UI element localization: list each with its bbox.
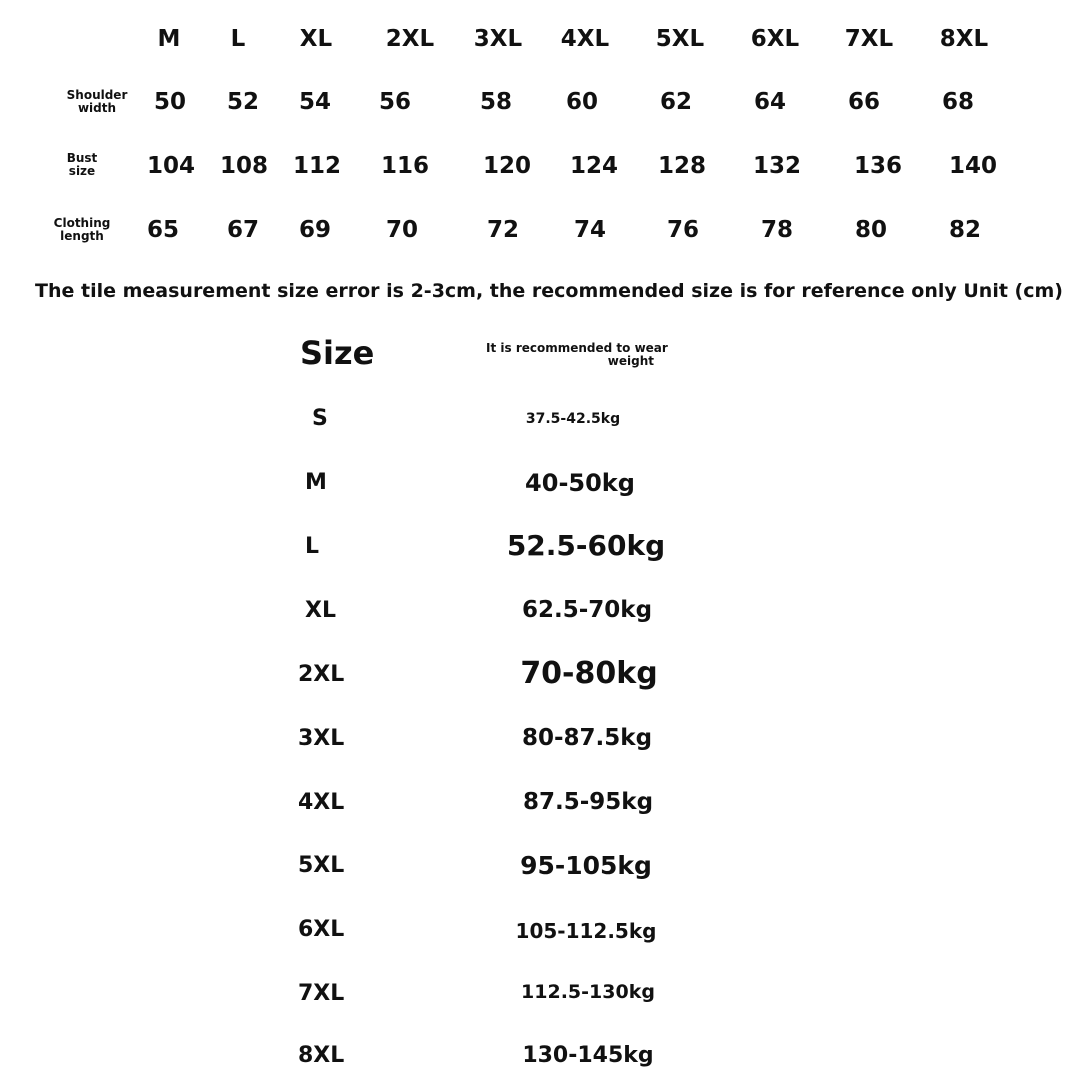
weight-value-xl: 62.5-70kg bbox=[521, 597, 653, 623]
size-label-m: M bbox=[305, 470, 327, 495]
bust-value: 132 bbox=[752, 153, 802, 179]
row-label-line: width bbox=[77, 101, 117, 115]
shoulder-value: 62 bbox=[659, 89, 693, 115]
weight-value-5xl: 95-105kg bbox=[520, 851, 652, 880]
shoulder-value: 56 bbox=[378, 89, 412, 115]
length-value: 72 bbox=[486, 217, 520, 243]
size-header-xl: XL bbox=[299, 26, 333, 52]
size-header-4xl: 4XL bbox=[560, 26, 610, 52]
row-label-line: length bbox=[60, 229, 104, 243]
row-label-line: Shoulder bbox=[66, 88, 128, 102]
row-label-shoulder-width bbox=[67, 89, 128, 115]
size-header-7xl: 7XL bbox=[844, 26, 894, 52]
size-label-xl: XL bbox=[305, 598, 336, 623]
length-value: 80 bbox=[854, 217, 888, 243]
length-value: 70 bbox=[385, 217, 419, 243]
size-header-8xl: 8XL bbox=[939, 26, 989, 52]
row-label-clothing-length bbox=[54, 217, 111, 243]
bust-value: 116 bbox=[380, 153, 430, 179]
measurement-note: The tile measurement size error is 2-3cm, the recommended size is for reference only Unit (cm) bbox=[35, 280, 1063, 302]
shoulder-value: 54 bbox=[298, 89, 332, 115]
size-header-l: L bbox=[230, 26, 246, 52]
shoulder-value: 52 bbox=[226, 89, 260, 115]
weight-column-header bbox=[486, 341, 668, 368]
bust-value: 120 bbox=[482, 153, 532, 179]
size-label-3xl: 3XL bbox=[298, 726, 345, 751]
shoulder-value: 50 bbox=[153, 89, 187, 115]
bust-value: 136 bbox=[853, 153, 903, 179]
size-label-6xl: 6XL bbox=[298, 917, 345, 942]
bust-value: 128 bbox=[657, 153, 707, 179]
shoulder-value: 64 bbox=[753, 89, 787, 115]
row-label-line: size bbox=[68, 164, 96, 178]
shoulder-value: 60 bbox=[565, 89, 599, 115]
shoulder-value: 68 bbox=[941, 89, 975, 115]
bust-value: 124 bbox=[569, 153, 619, 179]
size-header-2xl: 2XL bbox=[385, 26, 435, 52]
shoulder-value: 58 bbox=[479, 89, 513, 115]
bust-value: 104 bbox=[146, 153, 196, 179]
size-column-header: Size bbox=[300, 334, 375, 372]
weight-value-l: 52.5-60kg bbox=[506, 529, 666, 562]
shoulder-value: 66 bbox=[847, 89, 881, 115]
bust-value: 140 bbox=[948, 153, 998, 179]
size-label-l: L bbox=[305, 534, 320, 559]
length-value: 74 bbox=[573, 217, 607, 243]
bust-value: 108 bbox=[219, 153, 269, 179]
length-value: 78 bbox=[760, 217, 794, 243]
row-label-line: Bust bbox=[66, 151, 98, 165]
row-label-bust-size bbox=[67, 152, 98, 178]
length-value: 67 bbox=[226, 217, 260, 243]
weight-value-6xl: 105-112.5kg bbox=[515, 919, 657, 943]
size-label-2xl: 2XL bbox=[298, 662, 345, 687]
size-label-7xl: 7XL bbox=[298, 981, 345, 1006]
size-header-3xl: 3XL bbox=[473, 26, 523, 52]
weight-header-line: It is recommended to wear bbox=[486, 341, 668, 355]
weight-value-2xl: 70-80kg bbox=[520, 656, 658, 691]
size-label-4xl: 4XL bbox=[298, 790, 345, 815]
size-label-s: S bbox=[312, 406, 328, 431]
bust-value: 112 bbox=[292, 153, 342, 179]
weight-value-7xl: 112.5-130kg bbox=[521, 981, 655, 1003]
length-value: 69 bbox=[298, 217, 332, 243]
size-label-5xl: 5XL bbox=[298, 853, 345, 878]
row-label-line: Clothing bbox=[53, 216, 111, 230]
size-header-6xl: 6XL bbox=[750, 26, 800, 52]
weight-value-3xl: 80-87.5kg bbox=[521, 725, 653, 751]
size-header-m: M bbox=[157, 26, 181, 52]
weight-value-s: 37.5-42.5kg bbox=[525, 411, 621, 427]
length-value: 82 bbox=[948, 217, 982, 243]
size-header-5xl: 5XL bbox=[655, 26, 705, 52]
length-value: 65 bbox=[146, 217, 180, 243]
weight-value-8xl: 130-145kg bbox=[522, 1043, 654, 1068]
weight-value-m: 40-50kg bbox=[525, 469, 635, 497]
weight-header-line: weight bbox=[607, 354, 654, 368]
weight-value-4xl: 87.5-95kg bbox=[522, 789, 654, 815]
size-label-8xl: 8XL bbox=[298, 1043, 345, 1068]
length-value: 76 bbox=[666, 217, 700, 243]
